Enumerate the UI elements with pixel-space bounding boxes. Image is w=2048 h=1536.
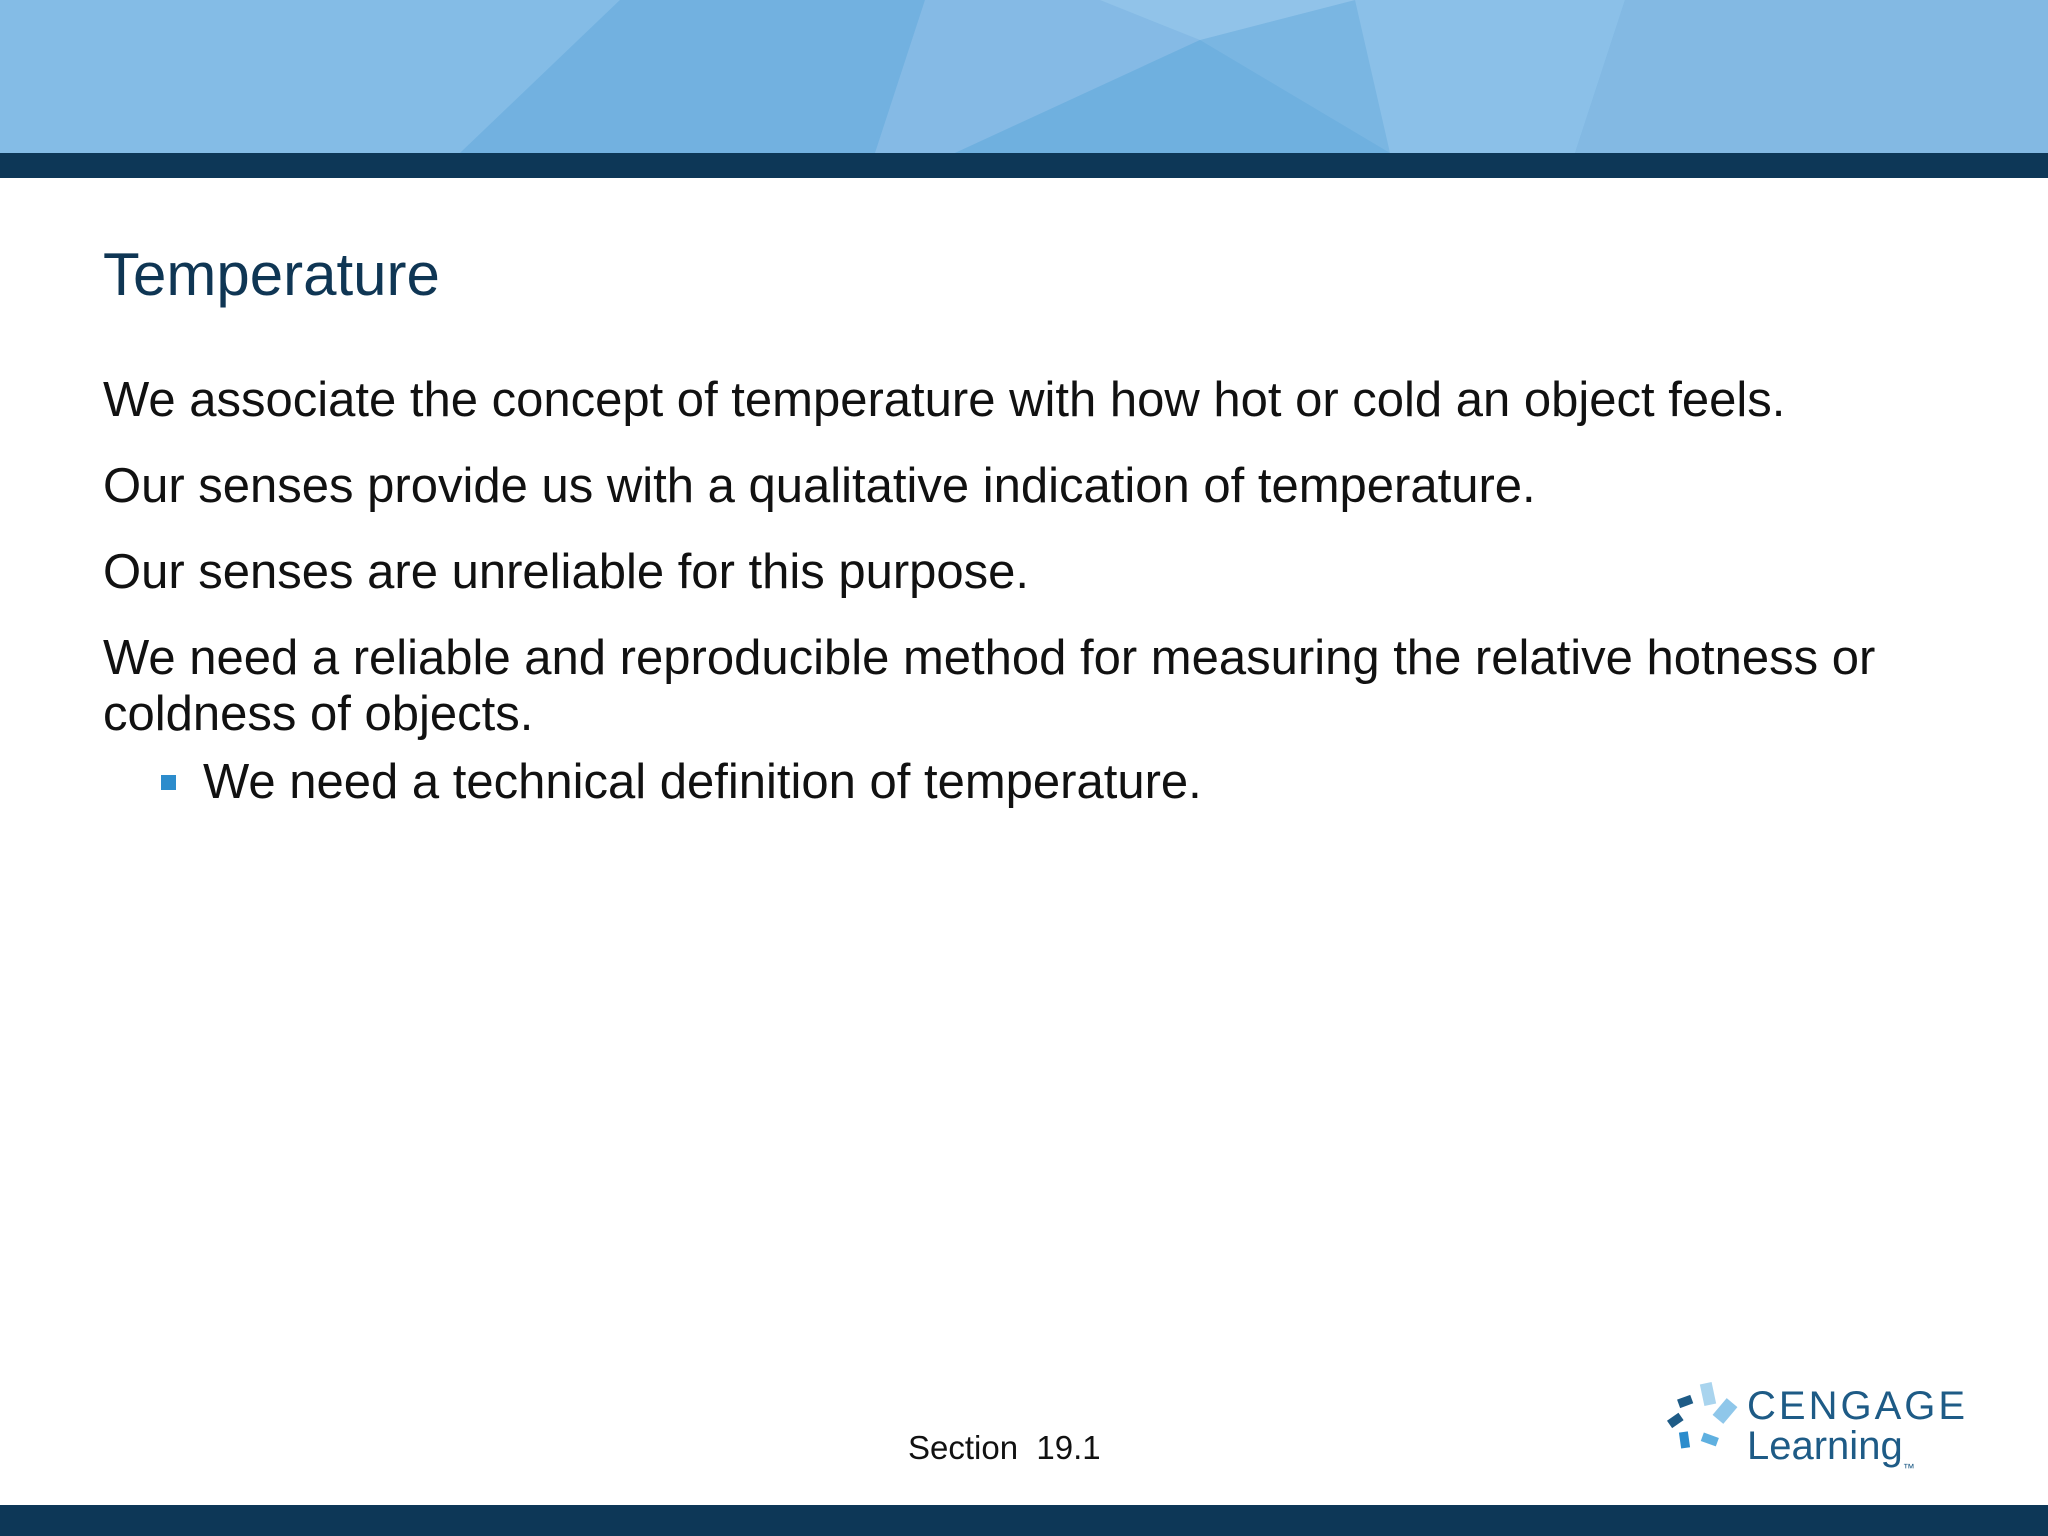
sub-bullet-text: We need a technical definition of temperature. bbox=[203, 755, 1202, 809]
square-bullet-icon bbox=[161, 775, 176, 790]
logo-brand-line1: CENGAGE bbox=[1747, 1384, 1969, 1428]
cengage-mark-icon bbox=[1660, 1380, 1750, 1480]
cengage-logo bbox=[1660, 1380, 1969, 1480]
footer-stripe bbox=[0, 1505, 2048, 1536]
paragraph-senses-qualitative: Our senses provide us with a qualitative indication of temperature. bbox=[103, 459, 1536, 513]
sub-bullet-item bbox=[203, 754, 1983, 810]
paragraph-reliable-method: We need a reliable and reproducible method for measuring the relative hotness or coldness of objects. bbox=[103, 631, 1876, 741]
paragraph-senses-unreliable: Our senses are unreliable for this purpose. bbox=[103, 545, 1030, 599]
paragraph-temperature-association: We associate the concept of temperature with how hot or cold an object feels. bbox=[103, 373, 1786, 427]
header-stripe bbox=[0, 153, 2048, 178]
logo-trademark: ™ bbox=[1902, 1461, 1915, 1475]
logo-brand-line2 bbox=[1747, 1424, 1915, 1475]
section-number: Section 19.1 bbox=[908, 1429, 1101, 1466]
header-banner bbox=[0, 0, 2048, 153]
logo-brand-line2-text: Learning bbox=[1747, 1424, 1903, 1468]
slide-title: Temperature bbox=[103, 241, 440, 308]
slide-body bbox=[103, 372, 1983, 810]
banner-facets bbox=[0, 0, 2048, 153]
